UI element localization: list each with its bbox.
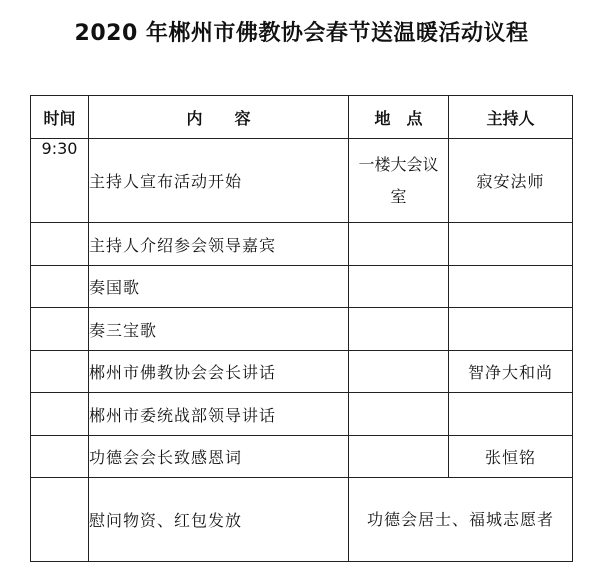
- location-cell: [349, 266, 449, 308]
- time-cell: [31, 436, 89, 478]
- host-cell: 智净大和尚: [449, 351, 573, 393]
- table-row: [31, 393, 573, 436]
- host-cell: [449, 223, 573, 266]
- content-cell: 郴州市佛教协会会长讲话: [89, 351, 349, 393]
- time-cell: [31, 478, 89, 562]
- time-cell: [31, 351, 89, 393]
- content-cell: 功德会会长致感恩词: [89, 436, 349, 478]
- host-cell: [449, 308, 573, 351]
- host-cell: [449, 266, 573, 308]
- header-location: 地 点: [349, 96, 449, 139]
- content-cell: 主持人介绍参会领导嘉宾: [89, 223, 349, 266]
- table-row: [31, 308, 573, 351]
- content-cell: 慰问物资、红包发放: [89, 478, 349, 562]
- header-time: 时间: [31, 96, 89, 139]
- table-row: [31, 266, 573, 308]
- table-row: [31, 436, 573, 478]
- page-title: 2020 年郴州市佛教协会春节送温暖活动议程: [74, 21, 529, 46]
- host-cell: 张恒铭: [449, 436, 573, 478]
- location-cell: [349, 223, 449, 266]
- time-cell: [31, 223, 89, 266]
- table-row: [31, 478, 573, 562]
- location-host-merged-cell: [349, 478, 573, 562]
- location-cell: [349, 436, 449, 478]
- location-cell: [349, 351, 449, 393]
- header-host: 主持人: [449, 96, 573, 139]
- time-cell: [31, 266, 89, 308]
- content-cell: 奏三宝歌: [89, 308, 349, 351]
- header-row: [31, 96, 573, 139]
- content-cell: 郴州市委统战部领导讲话: [89, 393, 349, 436]
- time-cell: [31, 393, 89, 436]
- content-cell: 奏国歌: [89, 266, 349, 308]
- agenda-table: [30, 95, 573, 562]
- table-row: [31, 139, 573, 223]
- host-cell: [449, 393, 573, 436]
- host-cell: 寂安法师: [449, 139, 573, 223]
- location-cell: [349, 393, 449, 436]
- header-content: 内 容: [89, 96, 349, 139]
- time-cell: 9:30: [31, 139, 89, 223]
- table-row: [31, 223, 573, 266]
- location-cell: [349, 308, 449, 351]
- location-text: 一楼大会议室: [358, 154, 439, 206]
- table-row: [31, 351, 573, 393]
- merged-text: 功德会居士、福城志愿者: [366, 509, 554, 529]
- location-cell: [349, 139, 449, 223]
- content-cell: 主持人宣布活动开始: [89, 139, 349, 223]
- time-cell: [31, 308, 89, 351]
